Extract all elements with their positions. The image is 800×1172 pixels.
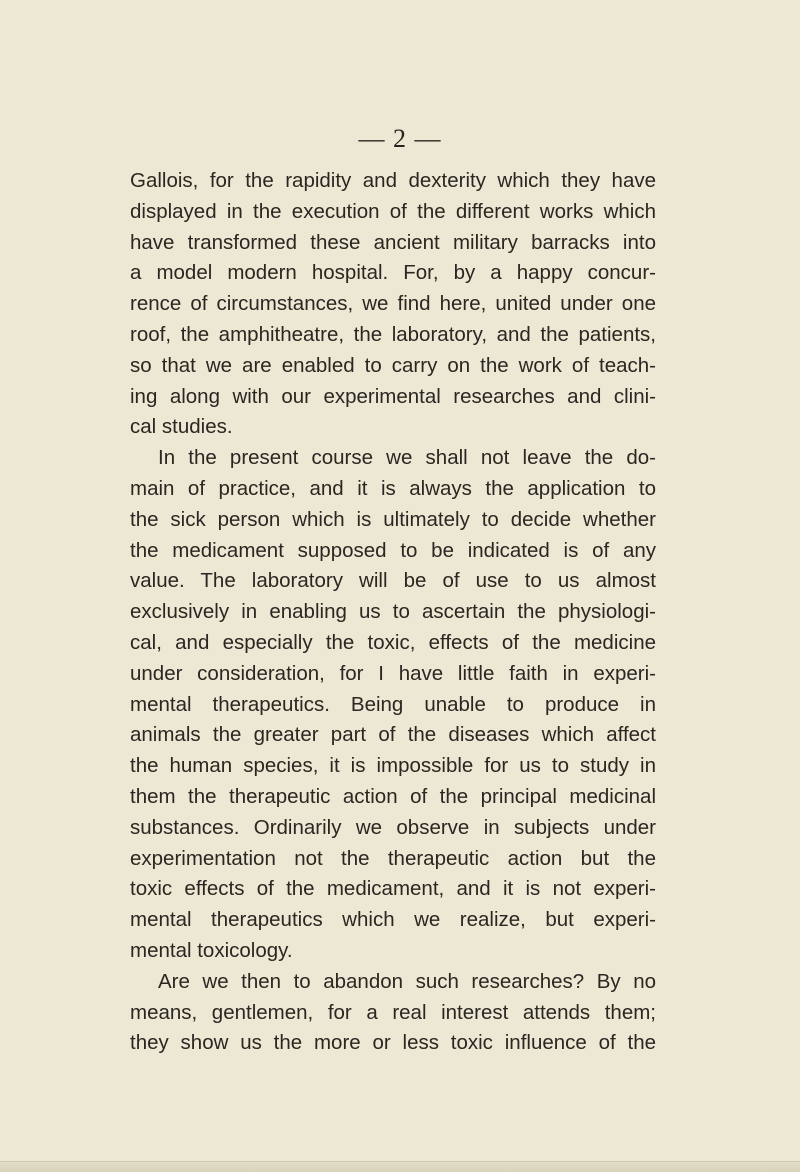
text-line: roof, the amphitheatre, the laboratory, and the patients, bbox=[130, 322, 656, 346]
text-line: so that we are enabled to carry on the work of teach- bbox=[130, 353, 656, 377]
text-line: mental therapeutics. Being unable to produce in bbox=[130, 692, 656, 716]
text-line: displayed in the execution of the different works which bbox=[130, 199, 656, 223]
text-line: means, gentlemen, for a real interest attends them; bbox=[130, 1000, 656, 1024]
text-line: animals the greater part of the diseases which affect bbox=[130, 723, 656, 747]
text-line: main of practice, and it is always the application to bbox=[130, 476, 656, 500]
text-line: under consideration, for I have little faith in experi- bbox=[130, 661, 656, 685]
text-line: substances. Ordinarily we observe in subjects under bbox=[130, 815, 656, 839]
text-line: the medicament supposed to be indicated is of any bbox=[130, 538, 656, 562]
text-line: them the therapeutic action of the principal medicinal bbox=[130, 784, 656, 808]
text-line: ing along with our experimental researches and clini- bbox=[130, 384, 656, 408]
page-bottom-edge bbox=[0, 1161, 800, 1172]
text-line: Gallois, for the rapidity and dexterity which they have bbox=[130, 169, 656, 192]
text-line: a model modern hospital. For, by a happy concur- bbox=[130, 261, 656, 285]
text-line: the human species, it is impossible for us to study in bbox=[130, 754, 656, 778]
text-line: cal, and especially the toxic, effects of the medicine bbox=[130, 630, 656, 654]
text-line: Are we then to abandon such researches? By no bbox=[158, 969, 656, 993]
text-line: experimentation not the therapeutic action but the bbox=[130, 846, 656, 870]
text-line: cal studies. bbox=[130, 415, 233, 439]
paragraph-3 bbox=[130, 967, 656, 1059]
paragraph-1 bbox=[130, 166, 656, 443]
text-line: have transformed these ancient military barracks into bbox=[130, 230, 656, 254]
text-line: exclusively in enabling us to ascertain the physiologi- bbox=[130, 600, 656, 624]
text-line: value. The laboratory will be of use to us almost bbox=[130, 569, 656, 593]
text-line: they show us the more or less toxic influence of the bbox=[130, 1031, 656, 1055]
text-line: In the present course we shall not leave the do- bbox=[158, 446, 656, 470]
text-line: toxic effects of the medicament, and it is not experi- bbox=[130, 877, 656, 901]
text-line: mental toxicology. bbox=[130, 938, 293, 962]
body-text bbox=[130, 166, 656, 1059]
page-number: — 2 — bbox=[358, 124, 442, 153]
text-line: rence of circumstances, we find here, united under one bbox=[130, 292, 656, 316]
text-line: the sick person which is ultimately to decide whether bbox=[130, 507, 656, 531]
paragraph-2 bbox=[130, 443, 656, 967]
text-line: mental therapeutics which we realize, but experi- bbox=[130, 908, 656, 932]
